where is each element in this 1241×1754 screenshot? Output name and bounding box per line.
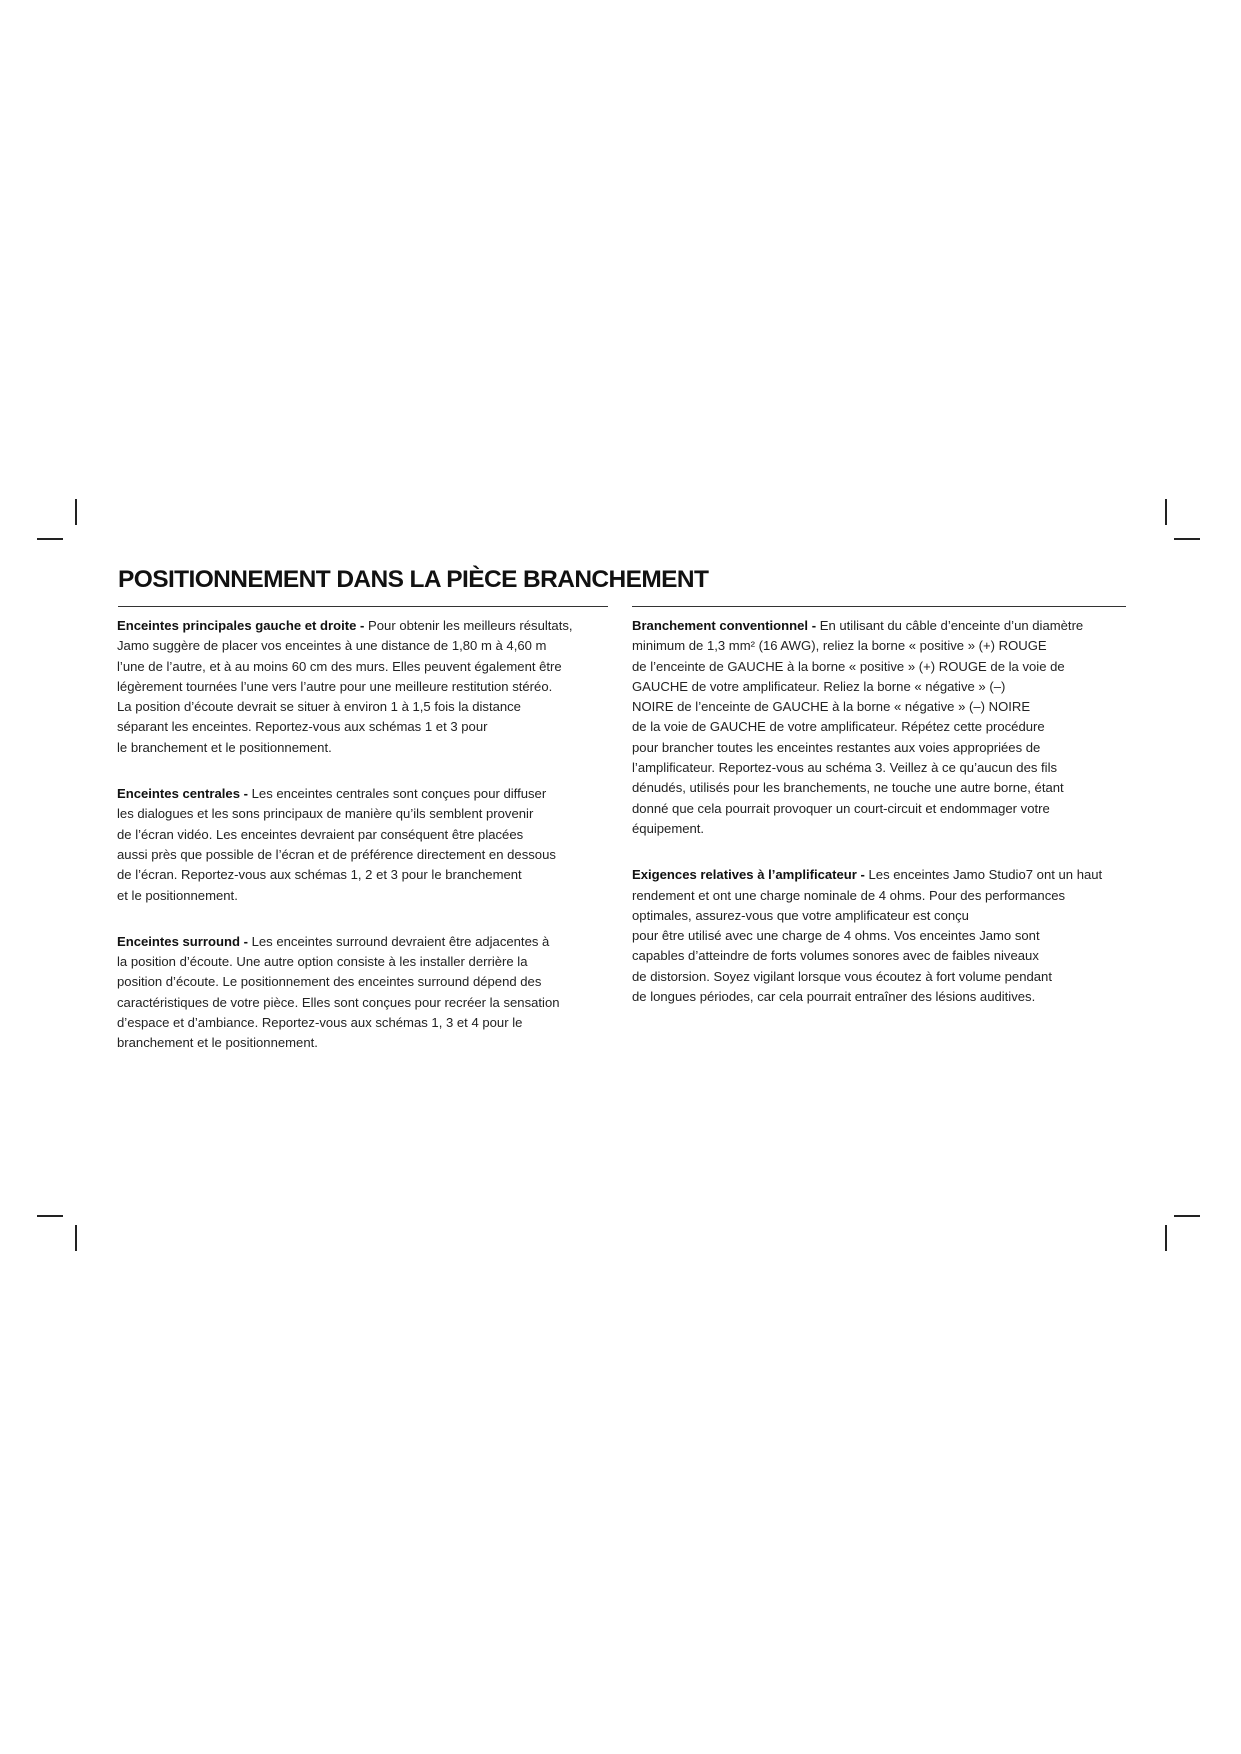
text-line: pour brancher toutes les enceintes restantes aux voies appropriées de [632,739,1041,755]
text-line: de l’écran. Reportez-vous aux schémas 1, 2 et 3 pour le branchement [117,867,522,883]
text-line: l’amplificateur. Reportez-vous au schéma 3. Veillez à ce qu’aucun des fils [632,760,1058,776]
text-line: GAUCHE de votre amplificateur. Reliez la borne « négative » (–) [632,678,1006,694]
paragraph-lead: Enceintes centrales - [117,786,248,802]
title-rule [118,606,608,607]
paragraph-conventional-connection [632,616,1102,839]
paragraph-lead: Branchement conventionnel - [632,618,817,633]
text-line: minimum de 1,3 mm² (16 AWG), reliez la borne « positive » (+) ROUGE [632,638,1047,654]
text-line: de l’enceinte de GAUCHE à la borne « positive » (+) ROUGE de la voie de [632,658,1065,674]
text-line: branchement et le positionnement. [117,1035,318,1051]
text-line: optimales, assurez-vous que votre amplificateur est conçu [632,907,969,923]
crop-mark [1165,1225,1167,1251]
crop-mark [75,499,77,525]
paragraph-surround-speakers [117,932,573,1054]
right-column [632,616,1102,1007]
crop-mark [1174,538,1200,540]
text-line: pour être utilisé avec une charge de 4 ohms. Vos enceintes Jamo sont [632,928,1040,944]
crop-mark [75,1225,77,1251]
text-line: séparant les enceintes. Reportez-vous aux schémas 1 et 3 pour [117,719,488,735]
text-line: l’une de l’autre, et à au moins 60 cm des murs. Elles peuvent également être [117,658,562,674]
text-line: rendement et ont une charge nominale de 4 ohms. Pour des performances [632,887,1066,903]
text-line: La position d’écoute devrait se situer à environ 1 à 1,5 fois la distance [117,699,521,715]
text-line: de distorsion. Soyez vigilant lorsque vous écoutez à fort volume pendant [632,968,1052,984]
paragraph-center-speakers [117,784,573,906]
text-line: de longues périodes, car cela pourrait entraîner des lésions auditives. [632,989,1036,1005]
text-line: les dialogues et les sons principaux de manière qu’ils semblent provenir [117,806,534,822]
text-line: la position d’écoute. Une autre option consiste à les installer derrière la [117,954,528,970]
text-line: Exigences relatives à l’amplificateur - Les enceintes Jamo Studio7 ont un haut [632,867,1103,883]
title-rule [632,606,1126,607]
text-line: Enceintes surround - Les enceintes surround devraient être adjacentes à [117,933,550,949]
text-line: de la voie de GAUCHE de votre amplificateur. Répétez cette procédure [632,719,1045,735]
text-line: Branchement conventionnel - En utilisant du câble d’enceinte d’un diamètre [632,618,1084,633]
paragraph-main-speakers [117,616,573,758]
text-line: donné que cela pourrait provoquer un court-circuit et endommager votre [632,800,1050,816]
crop-mark [1165,499,1167,525]
text-line: de l’écran vidéo. Les enceintes devraient par conséquent être placées [117,826,524,842]
text-line: position d’écoute. Le positionnement des enceintes surround dépend des [117,974,542,990]
crop-mark [37,538,63,540]
text-line: et le positionnement. [117,887,238,903]
paragraph-lead: Enceintes principales gauche et droite - [117,618,365,633]
crop-mark [1174,1215,1200,1217]
paragraph-lead: Exigences relatives à l’amplificateur - [632,867,865,883]
left-column [117,616,573,1054]
text-line: d’espace et d’ambiance. Reportez-vous aux schémas 1, 3 et 4 pour le [117,1015,523,1031]
text-line: caractéristiques de votre pièce. Elles sont conçues pour recréer la sensation [117,994,560,1010]
text-line: Enceintes centrales - Les enceintes centrales sont conçues pour diffuser [117,786,547,802]
page-title: POSITIONNEMENT DANS LA PIÈCE BRANCHEMENT [118,566,709,593]
text-line: dénudés, utilisés pour les branchements, ne touche une autre borne, étant [632,780,1064,796]
text-line: aussi près que possible de l’écran et de préférence directement en dessous [117,846,556,862]
text-line: le branchement et le positionnement. [117,739,332,755]
paragraph-amplifier-requirements [632,865,1102,1007]
text-line: équipement. [632,820,705,836]
text-line: Enceintes principales gauche et droite - Pour obtenir les meilleurs résultats, [117,618,573,633]
text-line: Jamo suggère de placer vos enceintes à une distance de 1,80 m à 4,60 m [117,638,547,654]
crop-mark [37,1215,63,1217]
text-line: légèrement tournées l’une vers l’autre pour une meilleure restitution stéréo. [117,678,553,694]
text-line: NOIRE de l’enceinte de GAUCHE à la borne « négative » (–) NOIRE [632,699,1031,715]
text-line: capables d’atteindre de forts volumes sonores avec de faibles niveaux [632,948,1039,964]
paragraph-lead: Enceintes surround - [117,933,248,949]
